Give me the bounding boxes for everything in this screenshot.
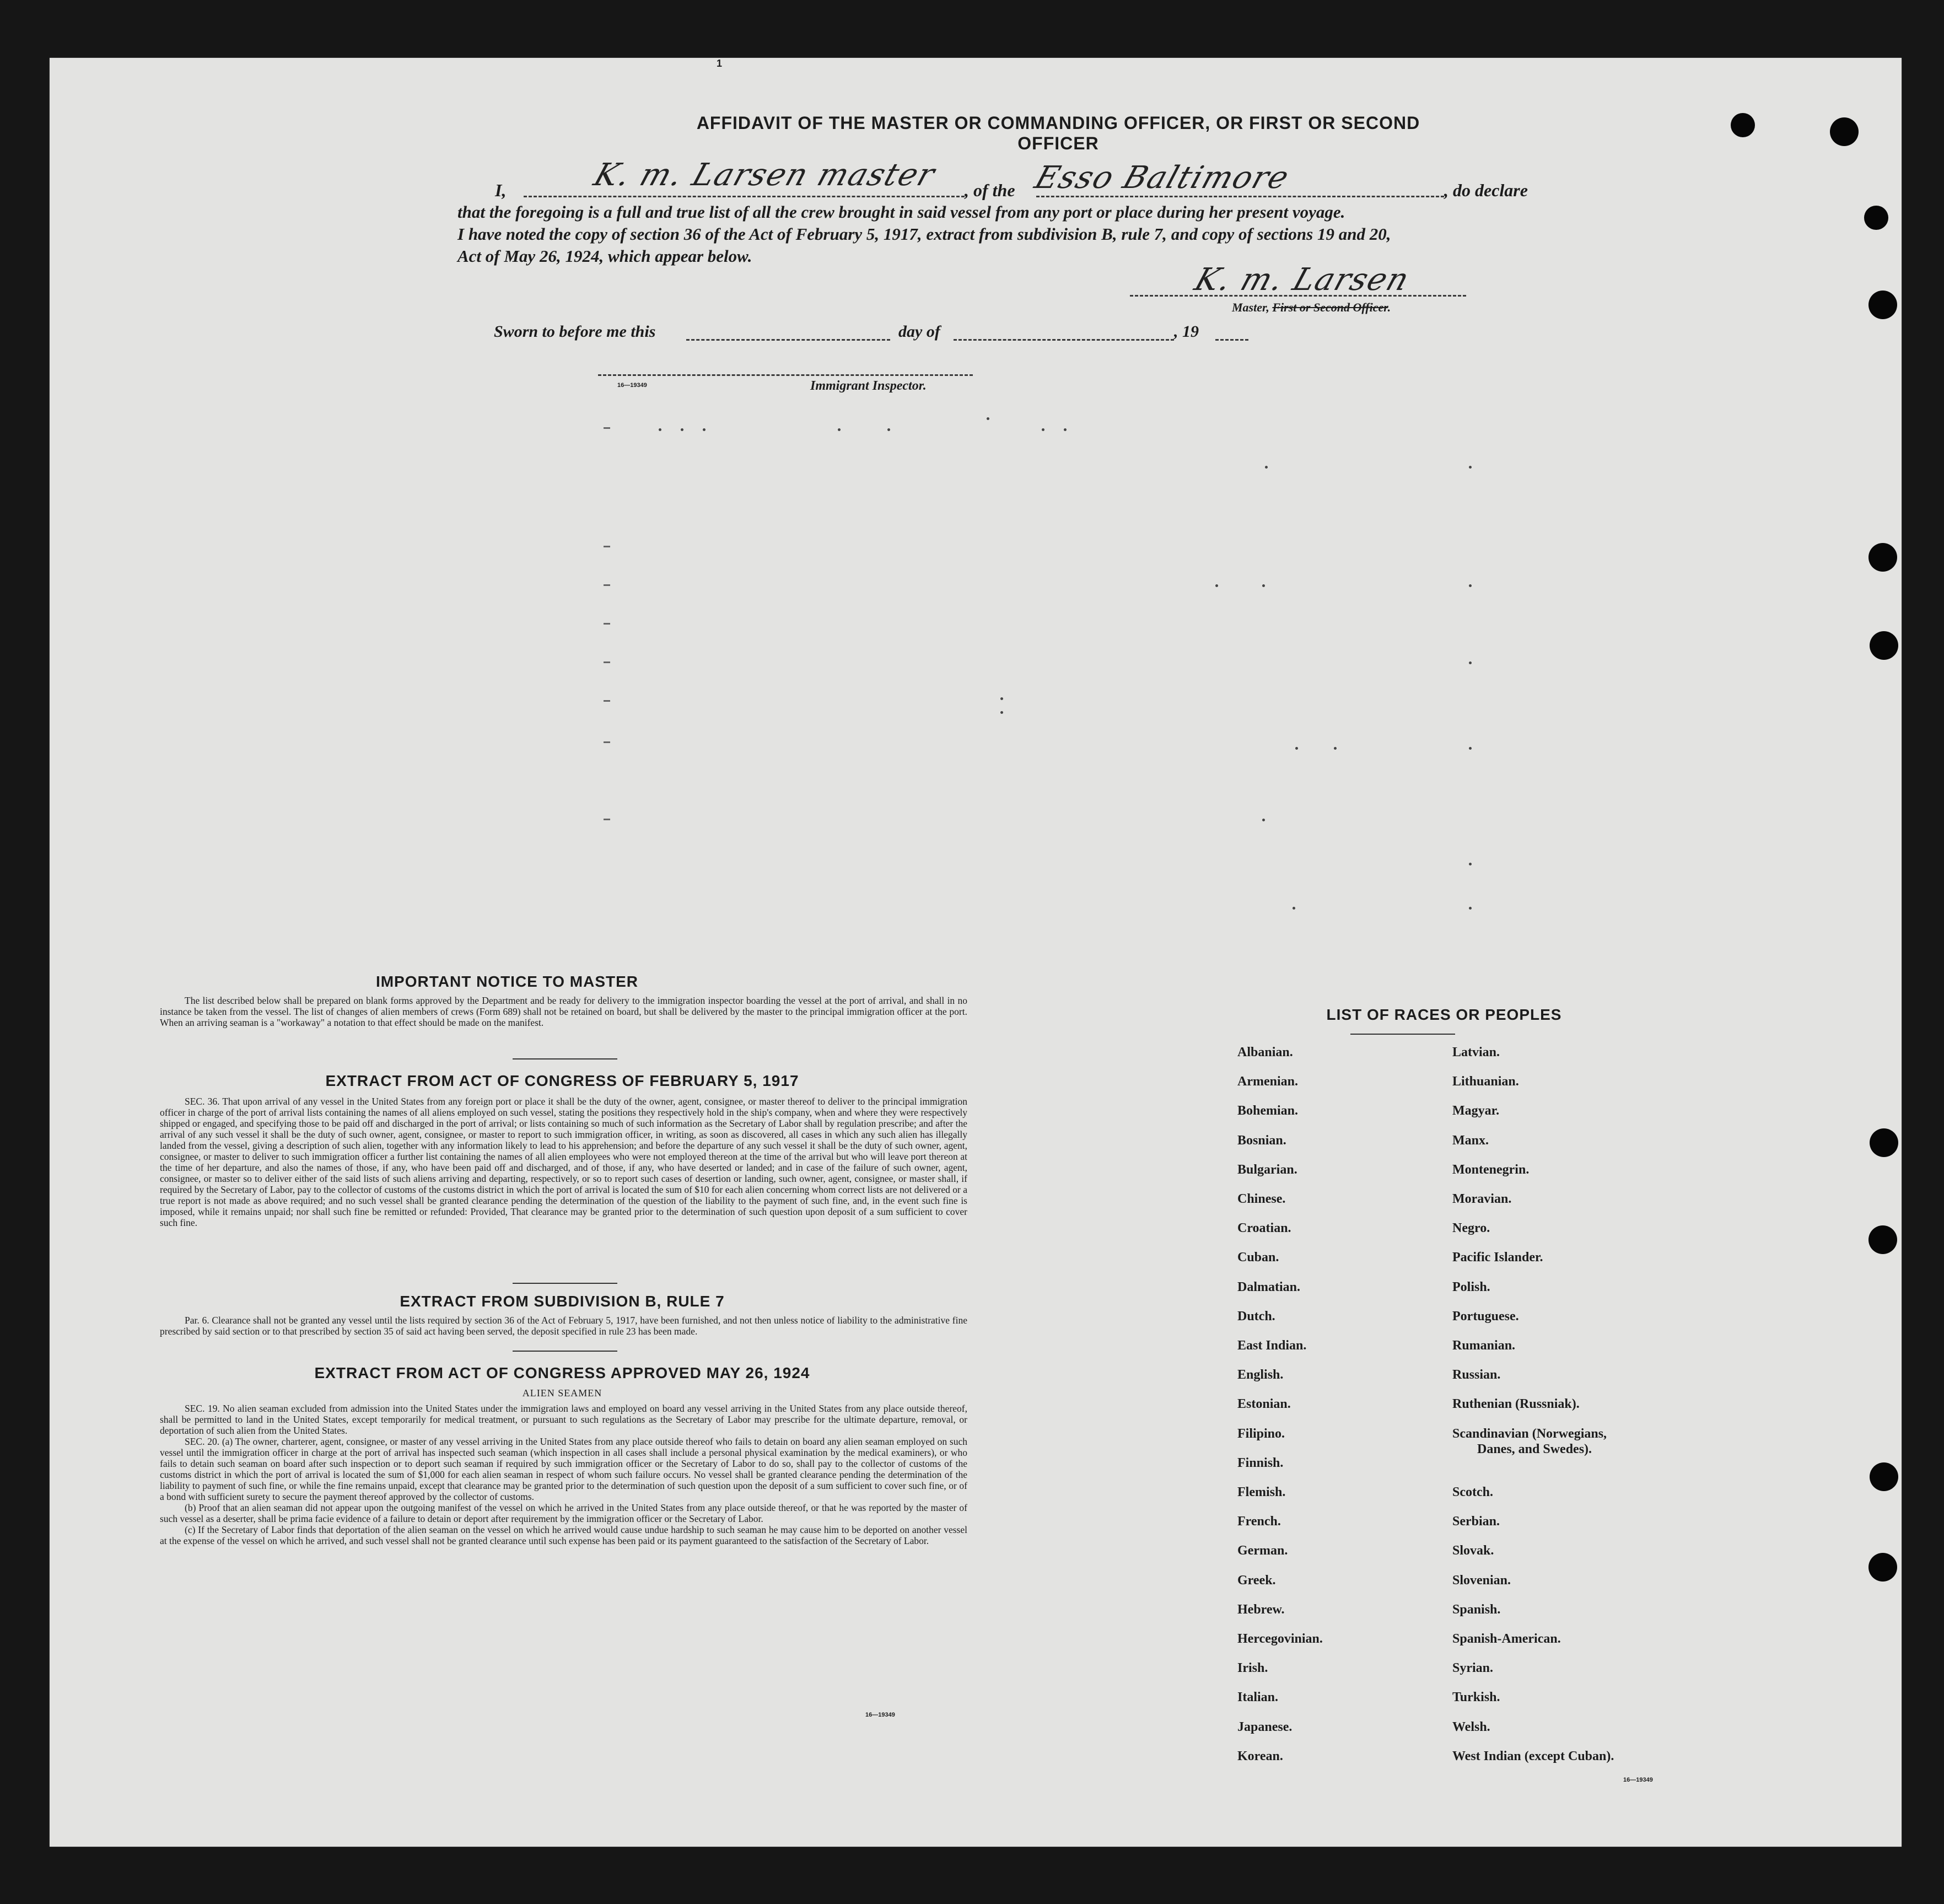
margin-tick [604,700,610,702]
race-entry: Moravian. [1452,1192,1512,1206]
race-entry: East Indian. [1237,1338,1307,1353]
race-entry: Cuban. [1237,1250,1279,1265]
margin-tick [604,741,610,743]
margin-tick [604,546,610,547]
race-entry: Japanese. [1237,1719,1293,1734]
race-entry: Filipino. [1237,1426,1285,1441]
master-signature-handwritten: K. m. Larsen [1190,262,1414,298]
punch-hole [1731,113,1755,137]
act-1917-heading: EXTRACT FROM ACT OF CONGRESS OF FEBRUARY 5, 1917 [325,1072,799,1089]
punch-hole [1868,1225,1897,1254]
scan-speck [838,428,841,431]
race-entry: Armenian. [1237,1074,1298,1089]
punch-hole [1868,1553,1897,1582]
inspector-signature-line [598,374,973,376]
section-divider [513,1351,617,1352]
scan-speck [681,428,683,431]
race-entry: English. [1237,1368,1284,1383]
signature-caption-period: . [1387,300,1391,314]
race-entry: French. [1237,1514,1281,1529]
race-entry: Hercegovinian. [1237,1632,1323,1646]
race-entry: Irish. [1237,1661,1268,1676]
act-1924-heading: EXTRACT FROM ACT OF CONGRESS APPROVED MAY 26, 1924 [314,1364,810,1381]
inspector-label: Immigrant Inspector. [810,379,927,393]
section-divider [513,1058,617,1059]
race-entry: Finnish. [1237,1455,1284,1470]
race-entry: Flemish. [1237,1485,1286,1499]
scan-speck [1042,428,1044,431]
rule7-paragraph: Par. 6. Clearance shall not be granted any vessel until the lists required by section 36 of the Act of February 5, 1917, have been furnished, and not then unless notice of liability to the administrative fine prescribed by said section or to that prescribed by section 35 of said act having been served, the deposit specified in rule 23 has been made. [160,1315,967,1337]
race-entry: Montenegrin. [1452,1162,1530,1177]
alien-seamen-subheading: ALIEN SEAMEN [522,1387,602,1399]
scan-speck [1262,584,1265,587]
race-entry: Bulgarian. [1237,1162,1297,1177]
scan-speck [1469,907,1472,910]
race-entry: Pacific Islander. [1452,1250,1543,1265]
margin-tick [604,623,610,625]
scan-speck [1215,584,1218,587]
margin-tick [604,661,610,663]
race-entry: Manx. [1452,1133,1489,1148]
act-1924-text [160,1403,967,1546]
scan-speck [987,417,989,420]
margin-tick [604,427,610,429]
do-declare-label: , do declare [1444,180,1528,200]
race-entry: Portuguese. [1452,1309,1519,1324]
sec-19-paragraph: SEC. 19. No alien seaman excluded from admission into the United States under the immigration laws and employed on board any vessel arriving in the United States from any place outside thereof, shall be permitted to land in the United States, except temporarily for medical treatment, or pursuant to such regulations as the Secretary of Labor may prescribe for the ultimate departure, removal, or deportation of such alien from the United States. [160,1403,967,1436]
top-mark: 1 [717,58,723,69]
race-entry: Estonian. [1237,1397,1291,1412]
sec-20a-paragraph: SEC. 20. (a) The owner, charterer, agent, consignee, or master of any vessel arriving in the United States from any place outside thereof who fails to detain on board any alien seaman employed on such vessel until the immigration officer in charge at the port of arrival has inspected such seaman (which inspection in all cases shall include a personal physical examination by the medical examiners), or who fails to detain such seaman on board after such inspection or to deport such seaman if required by such immigration officer or the Secretary of Labor to do so, shall pay to the collector of customs of the customs district in which the port of arrival is located the sum of $1,000 for each alien seaman in respect of whom such failure occurs. No vessel shall be granted clearance pending the determination of the liability to payment of such fine, or while the fine remains unpaid, except that clearance may be granted prior to the determination of such question upon the deposit of a sum sufficient to cover such fine, or of a bond with sufficient surety to secure the payment thereof approved by the collector of customs. [160,1436,967,1502]
affidavit-line-2: that the foregoing is a full and true list of all the crew brought in said vessel from any port or place during her present voyage. [457,202,1345,222]
races-form-number: 16—19349 [1623,1777,1653,1783]
sec-20b-paragraph: (b) Proof that an alien seaman did not appear upon the outgoing manifest of the vessel on which he arrived in the United States from any place outside thereof, or that he was reported by the master of such vessel as a deserter, shall be prima facie evidence of a failure to detain or deport after requirement by the immigration officer or the Secretary of Labor. [160,1502,967,1524]
notice-heading: IMPORTANT NOTICE TO MASTER [375,973,639,990]
scan-speck [1295,747,1298,750]
race-entry: Syrian. [1452,1661,1494,1676]
scan-speck [1469,466,1472,469]
scan-speck [887,428,890,431]
affidavit-i-label: I, [495,180,507,200]
race-entry: Hebrew. [1237,1602,1285,1617]
scan-speck [1000,711,1003,714]
race-entry: Ruthenian (Russniak). [1452,1397,1580,1412]
affidavit-line-4: Act of May 26, 1924, which appear below. [457,246,752,266]
race-entry: Magyar. [1452,1104,1500,1118]
sec-20c-paragraph: (c) If the Secretary of Labor finds that deportation of the alien seaman on the vessel on which he arrived would cause undue hardship to such seaman he may cause him to be deported on another vessel at the expense of the vessel on which he arrived, and such vessel shall not be granted clearance until such expense has been paid or its payment guaranteed to the satisfaction of the Secretary of Labor. [160,1524,967,1546]
punch-hole [1870,631,1898,660]
race-entry: Welsh. [1452,1719,1490,1734]
year-label: , 19 [1174,322,1199,341]
act-1917-paragraph: SEC. 36. That upon arrival of any vessel in the United States from any foreign port or place it shall be the duty of the owner, agent, consignee, or master thereof to deliver to the principal immigration officer in charge of the port of arrival lists containing the names of all aliens employed on such vessel, stating the positions they respectively hold in the ship's company, when and where they were respectively shipped or engaged, and specifying those to be paid off and discharged in the port of arrival; or lists containing so much of such information as the Secretary of Labor shall by regulation prescribe; and after the arrival of any such vessel it shall be the duty of such owner, agent, consignee, or master to report to such immigration officer, in writing, as soon as discovered, all cases in which any such alien has illegally landed from the vessel, giving a description of such alien, together with any information likely to lead to his apprehension; and before the departure of any such vessel it shall be the duty of such owner, agent, consignee, or master to deliver to such immigration officer a further list containing the names of all alien employees who were not employed thereon at the time of the arrival but who will leave port thereon at the time of her departure, and also the names of those, if any, who have been paid off and discharged, and of those, if any, who have deserted or landed; and in case of the failure of such owner, agent, consignee, or master so to deliver either of the said lists of such aliens arriving and departing, respectively, or so to report such cases of desertion or landing, such owner, agent, consignee, or master shall, if required by the Secretary of Labor, pay to the collector of customs of the customs district in which the port of arrival is located the sum of $10 for each alien concerning whom correct lists are not delivered or a true report is not made as above required; and no such vessel shall be granted clearance pending the determination of the question of the liability to the payment of such fine, and, in the event such fine is imposed, while it remains unpaid; nor shall such fine be remitted or refunded: Provided, That clearance may be granted prior to the determination of such question upon deposit of a sum sufficient to cover such fine. [160,1096,967,1228]
margin-tick [604,819,610,820]
punch-hole [1864,206,1888,230]
notice-form-number: 16—19349 [865,1712,895,1718]
sworn-label: Sworn to before me this [494,322,656,341]
race-entry: West Indian (except Cuban). [1452,1749,1614,1763]
sworn-month-blank [954,339,1174,341]
punch-hole [1870,1462,1898,1491]
sworn-year-blank [1215,339,1248,341]
race-entry: Bosnian. [1237,1133,1286,1148]
rule7-text [160,1315,967,1337]
race-entry: Slovak. [1452,1543,1494,1558]
scan-speck [1293,907,1295,910]
race-entry: Dutch. [1237,1309,1275,1324]
affidavit-title: AFFIDAVIT OF THE MASTER OR COMMANDING OFFICER, OR FIRST OR SECOND OFFICER [696,113,1420,153]
signature-caption-struck: First or Second Officer [1272,300,1388,314]
punch-hole [1868,291,1897,319]
scan-speck [1469,747,1472,750]
signer-name-handwritten: K. m. Larsen master [589,157,940,193]
race-entry: Croatian. [1237,1221,1291,1236]
punch-hole [1830,117,1859,146]
signer-blank [524,196,965,197]
race-entry: Albanian. [1237,1045,1293,1059]
scan-speck [1469,661,1472,664]
race-entry: Russian. [1452,1368,1501,1383]
act-1917-text [160,1096,967,1228]
race-entry: Scandinavian (Norwegians, [1452,1426,1607,1441]
race-entry: Slovenian. [1452,1573,1511,1588]
scan-speck [659,428,661,431]
vessel-name-handwritten: Esso Baltimore [1030,160,1295,196]
race-entry: Italian. [1237,1690,1279,1705]
scan-speck [1334,747,1337,750]
affidavit-line-3: I have noted the copy of section 36 of the Act of February 5, 1917, extract from subdivision B, rule 7, and copy of sections 19 and 20, [457,224,1391,244]
race-entry: Latvian. [1452,1045,1500,1059]
rule7-heading: EXTRACT FROM SUBDIVISION B, RULE 7 [400,1293,725,1310]
signature-caption [1232,300,1391,315]
sworn-day-blank [686,339,890,341]
scan-speck [1262,819,1265,821]
scan-speck [1064,428,1067,431]
race-entry: Spanish-American. [1452,1632,1561,1646]
race-entry: Negro. [1452,1221,1490,1236]
of-the-label: , of the [965,180,1015,200]
scan-speck [1469,584,1472,587]
race-entry: Serbian. [1452,1514,1500,1529]
race-entry: Dalmatian. [1237,1279,1300,1294]
signature-caption-master: Master, [1232,300,1273,314]
race-entry: Polish. [1452,1279,1490,1294]
punch-hole [1870,1128,1898,1157]
races-heading: LIST OF RACES OR PEOPLES [1326,1006,1562,1023]
race-entry: Turkish. [1452,1690,1500,1705]
race-entry: Korean. [1237,1749,1283,1763]
scan-speck [703,428,706,431]
race-entry: Lithuanian. [1452,1074,1519,1089]
day-of-label: day of [898,322,940,341]
race-entry: Chinese. [1237,1192,1286,1206]
race-entry: Rumanian. [1452,1338,1516,1353]
races-heading-rule [1350,1034,1455,1035]
vessel-blank [1036,196,1444,197]
punch-hole [1868,543,1897,572]
race-entry: Danes, and Swedes). [1477,1442,1592,1456]
race-entry: Scotch. [1452,1485,1493,1499]
scan-speck [1469,863,1472,865]
margin-tick [604,584,610,586]
scan-speck [1000,697,1003,700]
manifest-page [50,58,1902,1847]
affidavit-form-number: 16—19349 [617,382,647,389]
race-entry: Spanish. [1452,1602,1501,1617]
race-entry: Greek. [1237,1573,1276,1588]
section-divider [513,1283,617,1284]
race-entry: Bohemian. [1237,1104,1299,1118]
scan-speck [1265,466,1268,469]
notice-paragraph: The list described below shall be prepared on blank forms approved by the Department and be ready for delivery to the immigration inspector boarding the vessel at the port of arrival, and shall in no instance be taken from the vessel. The list of changes of alien members of crews (Form 689) shall not be retained on board, but shall be delivered by the master to the principal immigration officer at the port. When an arriving seaman is a "workaway" a notation to that effect should be made on the manifest. [160,995,967,1028]
notice-text [160,995,967,1028]
race-entry: German. [1237,1543,1288,1558]
